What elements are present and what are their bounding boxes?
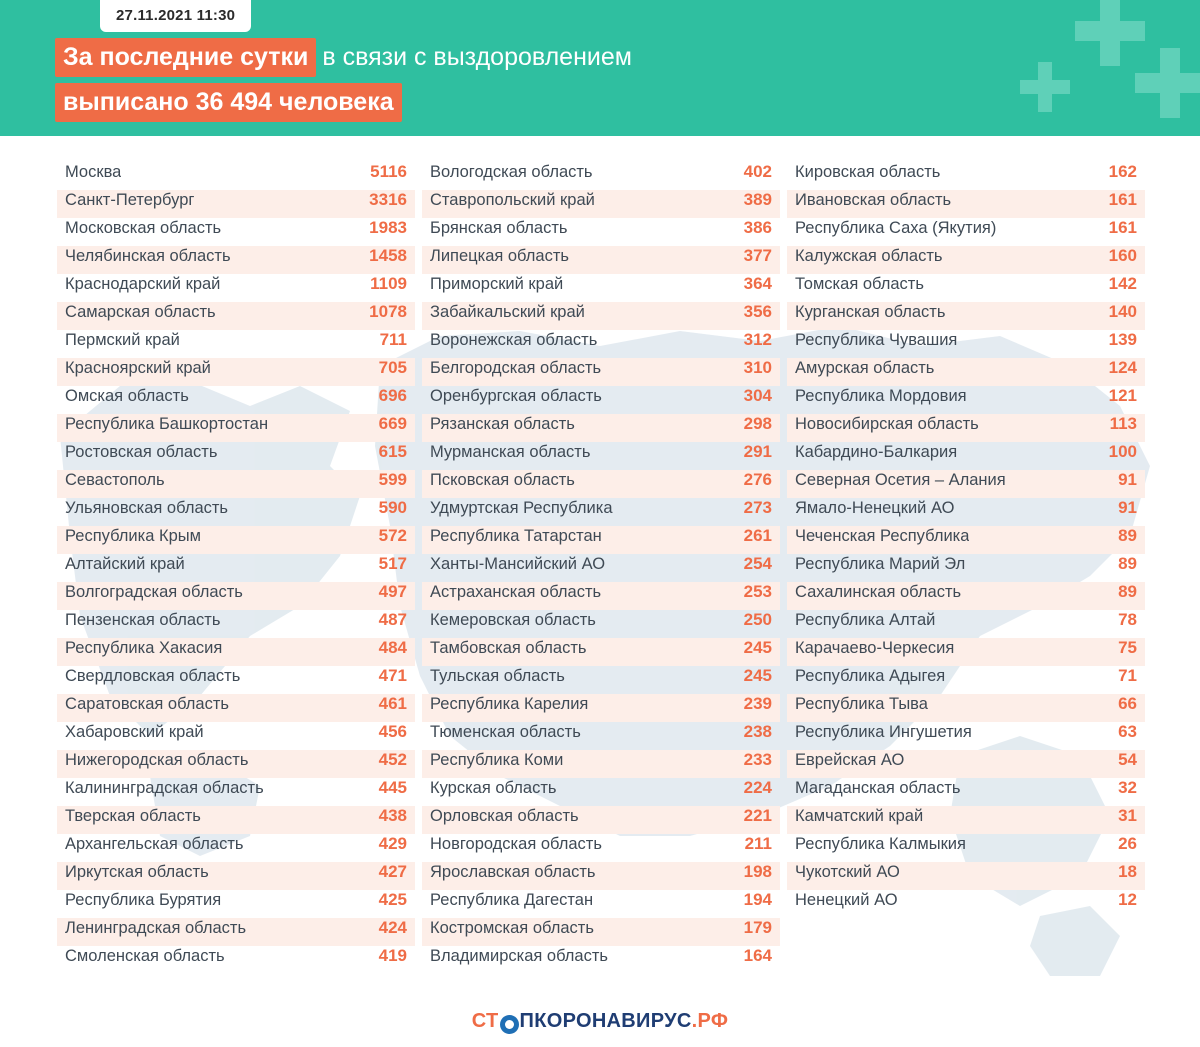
stopkoronavirus-logo[interactable]	[472, 1010, 728, 1033]
region-name: Москва	[65, 163, 122, 181]
table-row	[787, 862, 1145, 890]
region-name: Томская область	[795, 275, 924, 293]
region-value: 402	[743, 162, 772, 181]
region-name: Астраханская область	[430, 583, 602, 601]
table-row	[787, 722, 1145, 750]
region-value: 497	[378, 582, 407, 601]
region-name: Нижегородская область	[65, 751, 249, 769]
table-row	[57, 554, 415, 582]
region-name: Саратовская область	[65, 695, 230, 713]
region-value: 164	[743, 946, 772, 965]
region-value: 364	[743, 274, 772, 293]
region-name: Республика Тыва	[795, 695, 928, 713]
plus-decor-icon	[1020, 62, 1070, 112]
region-value: 696	[378, 386, 407, 405]
region-name: Тюменская область	[430, 723, 581, 741]
region-name: Кемеровская область	[430, 611, 596, 629]
region-name: Краснодарский край	[65, 275, 221, 293]
region-value: 253	[743, 582, 772, 601]
table-row	[422, 890, 780, 918]
headline-highlight-2: выписано 36 494 человека	[55, 83, 402, 122]
region-name: Республика Марий Эл	[795, 555, 966, 573]
region-value: 139	[1108, 330, 1137, 349]
table-row	[422, 582, 780, 610]
region-value: 377	[743, 246, 772, 265]
table-row	[422, 666, 780, 694]
table-row	[422, 610, 780, 638]
region-name: Брянская область	[430, 219, 568, 237]
region-value: 12	[1118, 890, 1137, 909]
region-value: 312	[743, 330, 772, 349]
region-value: 590	[378, 498, 407, 517]
region-value: 456	[378, 722, 407, 741]
region-value: 91	[1118, 470, 1137, 489]
region-name: Республика Коми	[430, 751, 564, 769]
region-name: Удмуртская Республика	[430, 499, 613, 517]
table-row	[57, 750, 415, 778]
region-value: 113	[1109, 414, 1137, 433]
region-value: 66	[1118, 694, 1137, 713]
region-name: Самарская область	[65, 303, 216, 321]
table-row	[57, 330, 415, 358]
region-name: Владимирская область	[430, 947, 609, 965]
table-row	[787, 610, 1145, 638]
region-name: Республика Чувашия	[795, 331, 958, 349]
table-row	[422, 162, 780, 190]
region-name: Ростовская область	[65, 443, 218, 461]
region-name: Омская область	[65, 387, 189, 405]
region-value: 224	[743, 778, 772, 797]
region-value: 461	[378, 694, 407, 713]
region-value: 161	[1108, 190, 1137, 209]
table-row	[57, 834, 415, 862]
region-value: 615	[378, 442, 407, 461]
table-row	[787, 498, 1145, 526]
region-value: 71	[1118, 666, 1137, 685]
table-row	[57, 806, 415, 834]
region-value: 427	[378, 862, 407, 881]
table-row	[787, 666, 1145, 694]
table-row	[787, 750, 1145, 778]
region-value: 5116	[370, 162, 407, 181]
logo-text-rf: .РФ	[691, 1010, 729, 1032]
region-name: Ульяновская область	[65, 499, 229, 517]
table-row	[57, 274, 415, 302]
region-name: Красноярский край	[65, 359, 211, 377]
table-row	[422, 386, 780, 414]
region-name: Курганская область	[795, 303, 946, 321]
table-row	[422, 330, 780, 358]
region-value: 121	[1108, 386, 1137, 405]
region-value: 1109	[370, 274, 407, 293]
region-value: 26	[1118, 834, 1137, 853]
table-row	[57, 666, 415, 694]
region-name: Архангельская область	[65, 835, 244, 853]
region-name: Калужская область	[795, 247, 943, 265]
region-value: 386	[743, 218, 772, 237]
region-name: Воронежская область	[430, 331, 598, 349]
region-value: 484	[378, 638, 407, 657]
table-row	[57, 302, 415, 330]
region-value: 89	[1118, 554, 1137, 573]
region-name: Липецкая область	[430, 247, 569, 265]
region-value: 1458	[369, 246, 407, 265]
region-value: 211	[744, 834, 772, 853]
region-value: 140	[1108, 302, 1137, 321]
region-name: Республика Татарстан	[430, 527, 602, 545]
date-badge: 27.11.2021 11:30	[100, 0, 251, 32]
region-name: Чукотский АО	[795, 863, 900, 881]
region-name: Курская область	[430, 779, 557, 797]
region-value: 452	[378, 750, 407, 769]
region-value: 233	[743, 750, 772, 769]
region-name: Карачаево-Черкесия	[795, 639, 955, 657]
table-row	[57, 470, 415, 498]
region-value: 32	[1118, 778, 1137, 797]
region-value: 31	[1118, 806, 1137, 825]
region-name: Московская область	[65, 219, 222, 237]
headline-highlight-1: За последние сутки	[55, 38, 316, 77]
region-value: 239	[743, 694, 772, 713]
table-row	[57, 862, 415, 890]
table-row	[422, 274, 780, 302]
region-name: Костромская область	[430, 919, 594, 937]
table-row	[57, 358, 415, 386]
table-row	[422, 526, 780, 554]
region-name: Республика Саха (Якутия)	[795, 219, 997, 237]
region-name: Рязанская область	[430, 415, 575, 433]
table-row	[57, 946, 415, 974]
table-row	[422, 498, 780, 526]
table-row	[422, 302, 780, 330]
region-name: Иркутская область	[65, 863, 209, 881]
region-value: 356	[743, 302, 772, 321]
table-row	[787, 470, 1145, 498]
table-row	[422, 554, 780, 582]
region-value: 91	[1118, 498, 1137, 517]
logo-text-koronavirus: ПКОРОНАВИРУС	[519, 1010, 692, 1032]
region-value: 425	[378, 890, 407, 909]
region-name: Ивановская область	[795, 191, 952, 209]
region-name: Республика Адыгея	[795, 667, 946, 685]
region-name: Тамбовская область	[430, 639, 587, 657]
region-value: 18	[1118, 862, 1137, 881]
table-row	[422, 862, 780, 890]
region-value: 572	[378, 526, 407, 545]
region-name: Республика Алтай	[795, 611, 936, 629]
region-value: 424	[378, 918, 407, 937]
table-row	[422, 834, 780, 862]
region-value: 160	[1108, 246, 1137, 265]
region-value: 3316	[369, 190, 407, 209]
region-name: Еврейская АО	[795, 751, 905, 769]
region-name: Белгородская область	[430, 359, 602, 377]
region-value: 161	[1108, 218, 1137, 237]
region-name: Ямало-Ненецкий АО	[795, 499, 955, 517]
table-row	[422, 946, 780, 974]
table-row	[787, 386, 1145, 414]
region-value: 389	[743, 190, 772, 209]
logo-text-sto: СТ	[471, 1010, 499, 1032]
headline-rest: в связи с выздоровлением	[322, 43, 632, 71]
region-name: Республика Башкортостан	[65, 415, 269, 433]
table-row	[57, 498, 415, 526]
headline	[55, 38, 955, 128]
table-row	[422, 470, 780, 498]
region-name: Мурманская область	[430, 443, 591, 461]
regions-columns	[0, 162, 1200, 974]
region-value: 276	[743, 470, 772, 489]
region-name: Тверская область	[65, 807, 201, 825]
region-value: 273	[743, 498, 772, 517]
footer	[0, 1010, 1200, 1033]
regions-column-3	[787, 162, 1145, 974]
region-value: 89	[1118, 526, 1137, 545]
region-value: 238	[743, 722, 772, 741]
table-row	[787, 582, 1145, 610]
table-row	[422, 778, 780, 806]
region-name: Хабаровский край	[65, 723, 204, 741]
region-value: 100	[1108, 442, 1137, 461]
table-row	[422, 806, 780, 834]
region-value: 487	[378, 610, 407, 629]
region-name: Новосибирская область	[795, 415, 979, 433]
region-name: Свердловская область	[65, 667, 241, 685]
plus-decor-icon	[1135, 48, 1200, 118]
table-row	[422, 190, 780, 218]
table-row	[787, 806, 1145, 834]
regions-column-1	[57, 162, 415, 974]
region-value: 245	[743, 666, 772, 685]
region-value: 198	[743, 862, 772, 881]
table-row	[787, 694, 1145, 722]
region-name: Камчатский край	[795, 807, 924, 825]
region-value: 78	[1118, 610, 1137, 629]
region-name: Республика Мордовия	[795, 387, 967, 405]
table-row	[422, 414, 780, 442]
region-value: 711	[379, 330, 407, 349]
table-row	[57, 918, 415, 946]
table-row	[787, 414, 1145, 442]
region-value: 1078	[369, 302, 407, 321]
page-header	[0, 0, 1200, 136]
table-row	[787, 246, 1145, 274]
virus-circle-icon	[500, 1015, 519, 1034]
table-row	[422, 918, 780, 946]
table-row	[787, 834, 1145, 862]
table-row	[787, 778, 1145, 806]
table-row	[57, 526, 415, 554]
table-row	[57, 162, 415, 190]
table-row	[57, 694, 415, 722]
region-name: Республика Крым	[65, 527, 201, 545]
region-value: 471	[378, 666, 407, 685]
region-name: Челябинская область	[65, 247, 231, 265]
region-name: Ханты-Мансийский АО	[430, 555, 606, 573]
region-value: 669	[378, 414, 407, 433]
region-name: Новгородская область	[430, 835, 602, 853]
region-name: Кабардино-Балкария	[795, 443, 958, 461]
region-value: 419	[378, 946, 407, 965]
region-name: Смоленская область	[65, 947, 225, 965]
region-name: Тульская область	[430, 667, 565, 685]
table-row	[787, 274, 1145, 302]
region-name: Ленинградская область	[65, 919, 247, 937]
table-row	[787, 890, 1145, 918]
table-row	[787, 162, 1145, 190]
table-row	[787, 218, 1145, 246]
region-name: Республика Бурятия	[65, 891, 222, 909]
region-value: 1983	[369, 218, 407, 237]
table-row	[422, 246, 780, 274]
region-value: 124	[1108, 358, 1137, 377]
regions-column-2	[422, 162, 780, 974]
region-name: Кировская область	[795, 163, 941, 181]
region-name: Республика Калмыкия	[795, 835, 966, 853]
region-name: Волгоградская область	[65, 583, 243, 601]
table-row	[57, 778, 415, 806]
region-value: 162	[1108, 162, 1137, 181]
region-name: Республика Ингушетия	[795, 723, 972, 741]
region-name: Приморский край	[430, 275, 564, 293]
table-row	[422, 638, 780, 666]
region-name: Забайкальский край	[430, 303, 585, 321]
region-value: 250	[743, 610, 772, 629]
table-row	[422, 358, 780, 386]
region-name: Республика Карелия	[430, 695, 589, 713]
table-row	[57, 610, 415, 638]
region-name: Магаданская область	[795, 779, 961, 797]
table-row	[57, 246, 415, 274]
table-row	[787, 638, 1145, 666]
region-value: 179	[743, 918, 772, 937]
region-value: 304	[743, 386, 772, 405]
table-row	[787, 442, 1145, 470]
region-name: Республика Хакасия	[65, 639, 223, 657]
region-name: Ненецкий АО	[795, 891, 898, 909]
region-value: 261	[743, 526, 772, 545]
region-value: 599	[378, 470, 407, 489]
region-value: 221	[743, 806, 772, 825]
table-row	[57, 190, 415, 218]
table-row	[422, 694, 780, 722]
table-row	[787, 190, 1145, 218]
table-row	[57, 722, 415, 750]
region-value: 310	[743, 358, 772, 377]
region-name: Калининградская область	[65, 779, 264, 797]
region-name: Ставропольский край	[430, 191, 595, 209]
region-name: Алтайский край	[65, 555, 185, 573]
table-row	[787, 554, 1145, 582]
table-row	[57, 638, 415, 666]
table-row	[422, 750, 780, 778]
region-name: Псковская область	[430, 471, 575, 489]
region-name: Севастополь	[65, 471, 165, 489]
table-row	[57, 414, 415, 442]
region-value: 298	[743, 414, 772, 433]
region-name: Северная Осетия – Алания	[795, 471, 1006, 489]
table-row	[422, 442, 780, 470]
region-value: 429	[378, 834, 407, 853]
region-value: 445	[378, 778, 407, 797]
region-name: Ярославская область	[430, 863, 596, 881]
region-value: 705	[378, 358, 407, 377]
region-value: 142	[1108, 274, 1137, 293]
region-name: Республика Дагестан	[430, 891, 594, 909]
region-name: Вологодская область	[430, 163, 593, 181]
region-value: 75	[1118, 638, 1137, 657]
region-name: Санкт-Петербург	[65, 191, 195, 209]
region-name: Пензенская область	[65, 611, 221, 629]
table-row	[57, 442, 415, 470]
region-value: 517	[378, 554, 407, 573]
regions-table	[0, 136, 1200, 974]
table-row	[787, 358, 1145, 386]
region-name: Сахалинская область	[795, 583, 962, 601]
table-row	[57, 582, 415, 610]
region-value: 245	[743, 638, 772, 657]
table-row	[787, 302, 1145, 330]
table-row	[787, 526, 1145, 554]
region-name: Пермский край	[65, 331, 180, 349]
table-row	[422, 218, 780, 246]
table-row	[787, 330, 1145, 358]
region-value: 254	[743, 554, 772, 573]
table-row	[57, 218, 415, 246]
table-row	[57, 386, 415, 414]
region-name: Оренбургская область	[430, 387, 602, 405]
region-value: 291	[743, 442, 772, 461]
region-value: 194	[743, 890, 772, 909]
region-value: 63	[1118, 722, 1137, 741]
table-row	[422, 722, 780, 750]
region-name: Чеченская Республика	[795, 527, 970, 545]
region-name: Амурская область	[795, 359, 935, 377]
table-row	[57, 890, 415, 918]
region-value: 438	[378, 806, 407, 825]
region-value: 89	[1118, 582, 1137, 601]
region-name: Орловская область	[430, 807, 579, 825]
region-value: 54	[1118, 750, 1137, 769]
